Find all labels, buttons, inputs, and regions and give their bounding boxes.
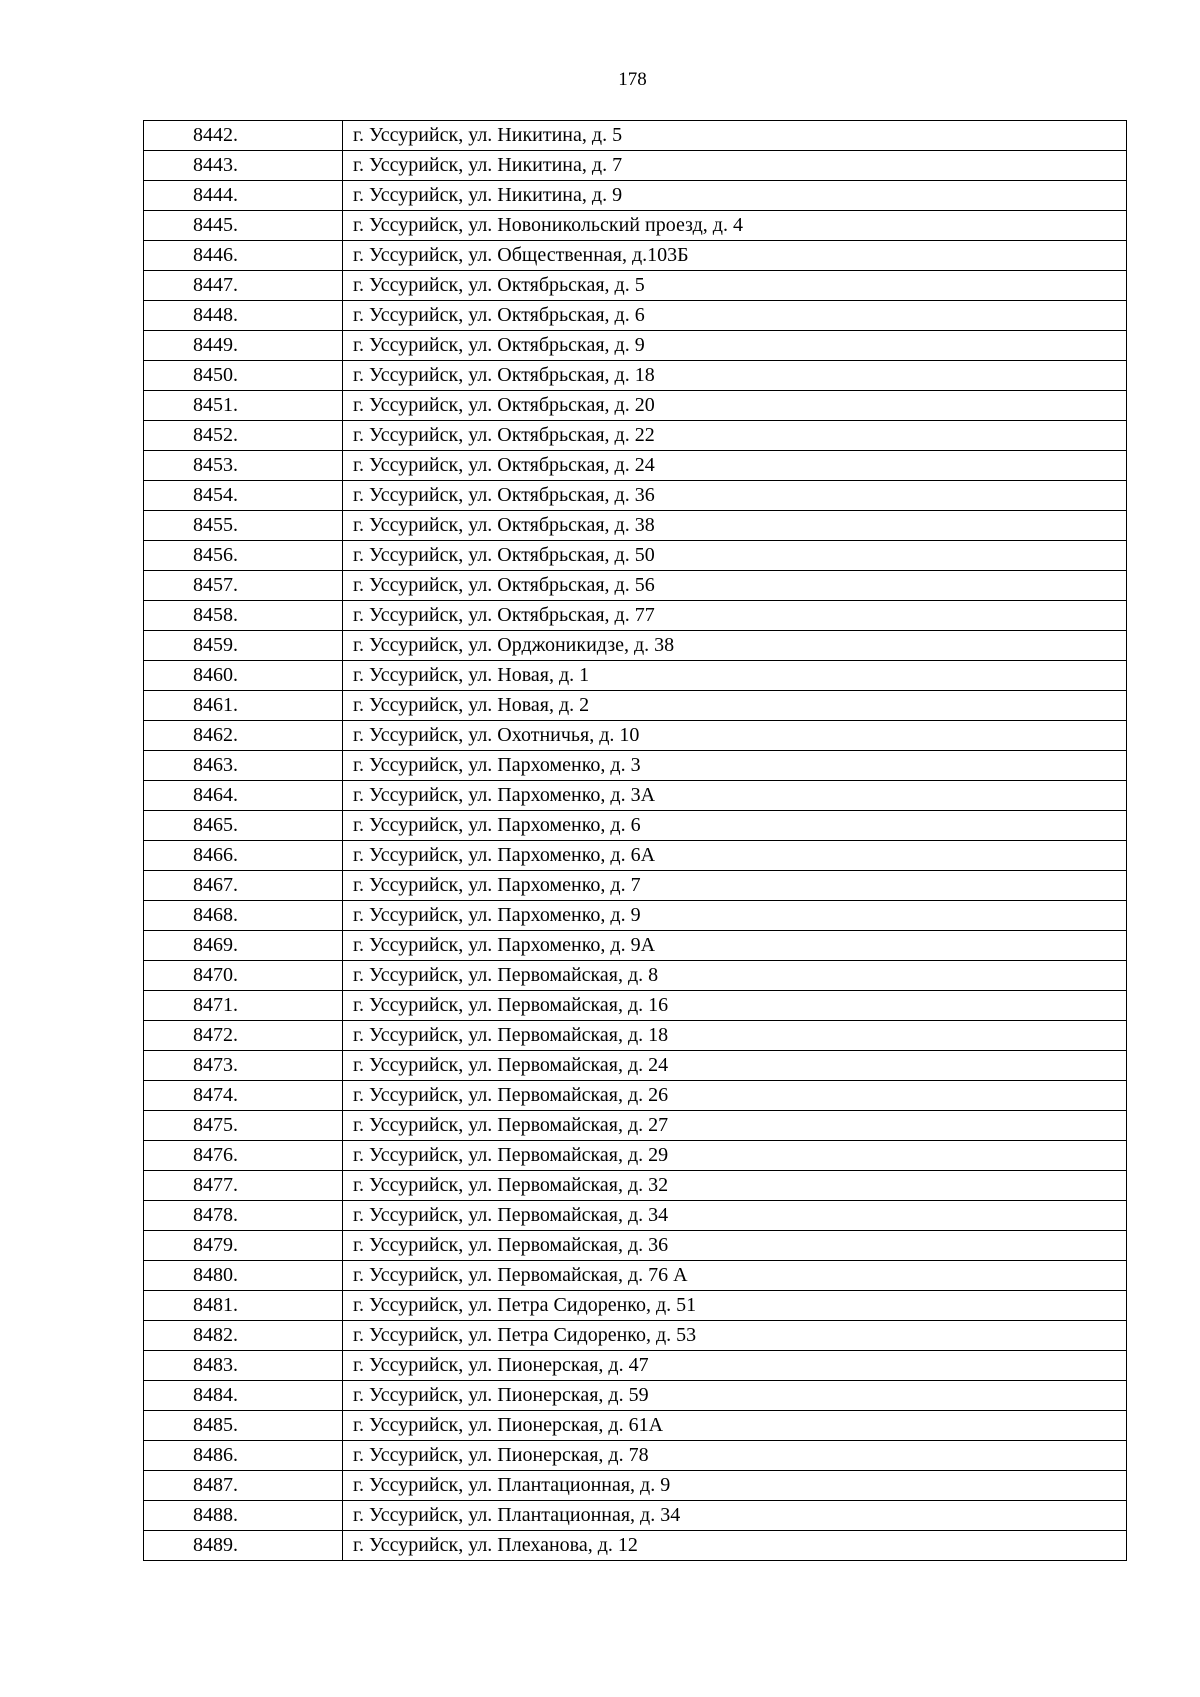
table-row [144,1321,1127,1351]
row-address: г. Уссурийск, ул. Никитина, д. 9 [343,181,1127,211]
row-number: 8486. [144,1441,343,1471]
row-number: 8442. [144,121,343,151]
row-number: 8449. [144,331,343,361]
table-row [144,1381,1127,1411]
row-address: г. Уссурийск, ул. Октябрьская, д. 24 [343,451,1127,481]
table-row [144,1051,1127,1081]
table-row [144,541,1127,571]
address-table-body [144,121,1127,1561]
row-address: г. Уссурийск, ул. Пархоменко, д. 9 [343,901,1127,931]
row-number: 8478. [144,1201,343,1231]
row-address: г. Уссурийск, ул. Первомайская, д. 32 [343,1171,1127,1201]
table-row [144,1531,1127,1561]
row-number: 8479. [144,1231,343,1261]
row-address: г. Уссурийск, ул. Плантационная, д. 34 [343,1501,1127,1531]
row-number: 8453. [144,451,343,481]
table-row [144,1411,1127,1441]
row-address: г. Уссурийск, ул. Пионерская, д. 47 [343,1351,1127,1381]
row-address: г. Уссурийск, ул. Первомайская, д. 18 [343,1021,1127,1051]
row-number: 8476. [144,1141,343,1171]
table-row [144,151,1127,181]
table-row [144,121,1127,151]
table-row [144,1081,1127,1111]
row-number: 8481. [144,1291,343,1321]
table-row [144,271,1127,301]
row-number: 8470. [144,961,343,991]
row-address: г. Уссурийск, ул. Пионерская, д. 59 [343,1381,1127,1411]
table-row [144,901,1127,931]
row-number: 8473. [144,1051,343,1081]
row-address: г. Уссурийск, ул. Октябрьская, д. 36 [343,481,1127,511]
row-address: г. Уссурийск, ул. Первомайская, д. 34 [343,1201,1127,1231]
row-number: 8444. [144,181,343,211]
row-number: 8443. [144,151,343,181]
row-address: г. Уссурийск, ул. Новоникольский проезд, д. 4 [343,211,1127,241]
table-row [144,181,1127,211]
row-address: г. Уссурийск, ул. Октябрьская, д. 5 [343,271,1127,301]
row-number: 8477. [144,1171,343,1201]
table-row [144,421,1127,451]
row-number: 8489. [144,1531,343,1561]
row-address: г. Уссурийск, ул. Пархоменко, д. 6 [343,811,1127,841]
row-address: г. Уссурийск, ул. Пионерская, д. 78 [343,1441,1127,1471]
row-address: г. Уссурийск, ул. Первомайская, д. 26 [343,1081,1127,1111]
table-row [144,751,1127,781]
table-row [144,931,1127,961]
row-number: 8451. [144,391,343,421]
row-number: 8462. [144,721,343,751]
row-number: 8468. [144,901,343,931]
row-address: г. Уссурийск, ул. Первомайская, д. 36 [343,1231,1127,1261]
row-address: г. Уссурийск, ул. Новая, д. 2 [343,691,1127,721]
table-row [144,691,1127,721]
row-address: г. Уссурийск, ул. Первомайская, д. 27 [343,1111,1127,1141]
row-number: 8446. [144,241,343,271]
row-address: г. Уссурийск, ул. Октябрьская, д. 6 [343,301,1127,331]
table-row [144,1261,1127,1291]
row-address: г. Уссурийск, ул. Общественная, д.103Б [343,241,1127,271]
row-number: 8448. [144,301,343,331]
row-number: 8461. [144,691,343,721]
table-row [144,631,1127,661]
row-address: г. Уссурийск, ул. Орджоникидзе, д. 38 [343,631,1127,661]
row-address: г. Уссурийск, ул. Охотничья, д. 10 [343,721,1127,751]
row-number: 8474. [144,1081,343,1111]
row-address: г. Уссурийск, ул. Первомайская, д. 76 А [343,1261,1127,1291]
row-number: 8464. [144,781,343,811]
row-address: г. Уссурийск, ул. Новая, д. 1 [343,661,1127,691]
row-number: 8459. [144,631,343,661]
row-number: 8454. [144,481,343,511]
row-address: г. Уссурийск, ул. Октябрьская, д. 56 [343,571,1127,601]
row-number: 8487. [144,1471,343,1501]
table-row [144,1471,1127,1501]
table-row [144,991,1127,1021]
row-number: 8472. [144,1021,343,1051]
row-number: 8455. [144,511,343,541]
row-address: г. Уссурийск, ул. Октябрьская, д. 22 [343,421,1127,451]
row-address: г. Уссурийск, ул. Никитина, д. 5 [343,121,1127,151]
table-row [144,841,1127,871]
row-number: 8457. [144,571,343,601]
row-number: 8465. [144,811,343,841]
row-number: 8483. [144,1351,343,1381]
table-row [144,811,1127,841]
row-number: 8460. [144,661,343,691]
row-address: г. Уссурийск, ул. Октябрьская, д. 50 [343,541,1127,571]
row-number: 8466. [144,841,343,871]
row-address: г. Уссурийск, ул. Плеханова, д. 12 [343,1531,1127,1561]
table-row [144,961,1127,991]
table-row [144,1141,1127,1171]
table-row [144,721,1127,751]
row-address: г. Уссурийск, ул. Пархоменко, д. 9А [343,931,1127,961]
row-number: 8471. [144,991,343,1021]
row-number: 8450. [144,361,343,391]
row-number: 8488. [144,1501,343,1531]
table-row [144,1441,1127,1471]
row-address: г. Уссурийск, ул. Пархоменко, д. 3А [343,781,1127,811]
row-address: г. Уссурийск, ул. Октябрьская, д. 18 [343,361,1127,391]
row-address: г. Уссурийск, ул. Петра Сидоренко, д. 51 [343,1291,1127,1321]
page-number: 178 [618,69,647,90]
table-row [144,1351,1127,1381]
table-row [144,451,1127,481]
table-row [144,361,1127,391]
row-address: г. Уссурийск, ул. Октябрьская, д. 20 [343,391,1127,421]
table-row [144,1291,1127,1321]
row-number: 8445. [144,211,343,241]
table-row [144,1501,1127,1531]
table-row [144,241,1127,271]
row-number: 8456. [144,541,343,571]
table-row [144,331,1127,361]
table-row [144,211,1127,241]
table-row [144,1171,1127,1201]
row-number: 8484. [144,1381,343,1411]
row-address: г. Уссурийск, ул. Пархоменко, д. 6А [343,841,1127,871]
row-number: 8447. [144,271,343,301]
row-number: 8452. [144,421,343,451]
table-row [144,1111,1127,1141]
address-table [143,120,1127,1561]
row-address: г. Уссурийск, ул. Никитина, д. 7 [343,151,1127,181]
table-row [144,781,1127,811]
row-number: 8475. [144,1111,343,1141]
table-row [144,571,1127,601]
row-address: г. Уссурийск, ул. Первомайская, д. 29 [343,1141,1127,1171]
table-row [144,1231,1127,1261]
table-row [144,871,1127,901]
row-address: г. Уссурийск, ул. Пионерская, д. 61А [343,1411,1127,1441]
table-row [144,1021,1127,1051]
table-row [144,391,1127,421]
row-address: г. Уссурийск, ул. Первомайская, д. 24 [343,1051,1127,1081]
table-row [144,511,1127,541]
row-address: г. Уссурийск, ул. Октябрьская, д. 38 [343,511,1127,541]
row-number: 8482. [144,1321,343,1351]
row-number: 8480. [144,1261,343,1291]
row-address: г. Уссурийск, ул. Петра Сидоренко, д. 53 [343,1321,1127,1351]
table-row [144,481,1127,511]
row-address: г. Уссурийск, ул. Первомайская, д. 8 [343,961,1127,991]
row-number: 8458. [144,601,343,631]
table-row [144,1201,1127,1231]
row-number: 8469. [144,931,343,961]
table-row [144,661,1127,691]
row-address: г. Уссурийск, ул. Первомайская, д. 16 [343,991,1127,1021]
row-number: 8467. [144,871,343,901]
row-address: г. Уссурийск, ул. Октябрьская, д. 77 [343,601,1127,631]
row-address: г. Уссурийск, ул. Пархоменко, д. 7 [343,871,1127,901]
row-number: 8463. [144,751,343,781]
row-address: г. Уссурийск, ул. Пархоменко, д. 3 [343,751,1127,781]
table-row [144,601,1127,631]
row-address: г. Уссурийск, ул. Октябрьская, д. 9 [343,331,1127,361]
row-number: 8485. [144,1411,343,1441]
row-address: г. Уссурийск, ул. Плантационная, д. 9 [343,1471,1127,1501]
table-row [144,301,1127,331]
